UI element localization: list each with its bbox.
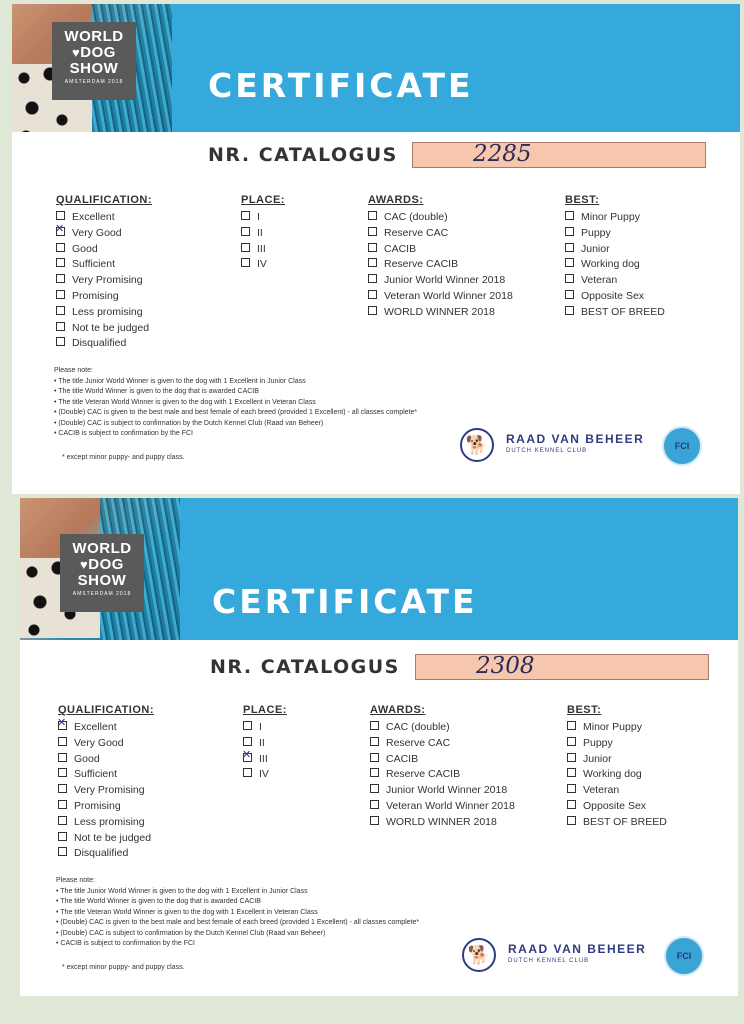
awards-heading: AWARDS: [368, 194, 424, 206]
notes [56, 876, 419, 950]
best-heading: BEST: [565, 194, 600, 206]
best-column [565, 194, 665, 321]
checkbox[interactable] [58, 737, 67, 746]
awards-option[interactable] [368, 242, 513, 258]
qualification-option[interactable] [58, 831, 154, 847]
qualification-option-label: Sufficient [72, 258, 115, 271]
header-photo [12, 4, 172, 132]
best-option-label: BEST OF BREED [581, 305, 665, 318]
checkbox[interactable] [368, 243, 377, 252]
awards-option[interactable] [368, 305, 513, 321]
checkbox[interactable] [370, 800, 379, 809]
place-option-label: III [257, 242, 266, 255]
note-line: • The title Junior World Winner is given to the dog with 1 Excellent in Junior Class [54, 377, 306, 385]
checkbox[interactable] [567, 753, 576, 762]
awards-option[interactable] [368, 273, 513, 289]
note-line: • The title World Winner is given to the dog that is awarded CACIB [54, 388, 259, 395]
certificate-2: WORLD ♥DOG SHOW AMSTERDAM 2018 CERTIFICATE NR. CATALOGUS 2308 QUALIFICATION: ✕Excellent Very Good Good Sufficient Very Promising Promising Less promising Not te be judged Disqualified PLACE: I II ✕III IV AWARDS: CAC (double) Reserve CAC CACIB Reserve CACIB Junior World Winner 2018 Veteran World Winner 2018 WORLD WINNER 2018 BEST: Minor Puppy Puppy Junior Working dog Veteran Opposite Sex BEST OF BREED Please note: • The title Junior World Winner is given to the dog with 1 Excellent in Junior Class • The title World Winner is given to the dog that is awarded CACIB • The title Veteran World Winner is given to the dog with 1 Excellent in Veteran Class • (Double) CAC is given to the best male and best female of each breed (provided 1 Excellent) - all classes complete* • (Double) CAC is subject to confirmation by the Dutch Kennel Club (Raad van Beheer) • CACIB is subject to confirmation by the FCI * except minor puppy- and puppy class. 🐕 RAAD VAN BEHEER DUTCH KENNEL CLUB FCI [20, 498, 738, 996]
awards-option[interactable] [370, 720, 515, 736]
note-line: • The title World Winner is given to the dog that is awarded CACIB [56, 898, 261, 905]
best-option[interactable] [565, 273, 665, 289]
best-option[interactable] [567, 815, 667, 831]
certificate-title: CERTIFICATE [212, 582, 478, 621]
checkbox[interactable] [243, 768, 252, 777]
checkbox[interactable] [56, 290, 65, 299]
checkbox[interactable] [567, 800, 576, 809]
dog-icon: 🐕 [460, 428, 494, 462]
awards-option-label: Reserve CACIB [386, 768, 461, 781]
fci-logo: FCI [664, 936, 704, 976]
qualification-option[interactable] [56, 336, 152, 352]
note-line: • CACIB is subject to confirmation by the FCI [54, 430, 194, 437]
best-option[interactable] [567, 720, 667, 736]
best-option-label: Veteran [583, 784, 620, 797]
place-heading: PLACE: [243, 704, 287, 716]
note-line: • The title Veteran World Winner is given to the dog with 1 Excellent in Veteran Class [56, 908, 318, 916]
qualification-option-label: Excellent [72, 211, 115, 223]
qualification-option-label: Very Promising [72, 274, 143, 287]
checkbox[interactable] [368, 274, 377, 283]
certificate-title: CERTIFICATE [208, 66, 474, 105]
best-option[interactable] [565, 242, 665, 258]
checkbox[interactable] [565, 258, 574, 267]
place-option[interactable] [243, 720, 287, 736]
catalogue-number-field[interactable] [412, 142, 706, 168]
footnote: * except minor puppy- and puppy class. [62, 454, 185, 461]
checkbox[interactable] [370, 721, 379, 730]
qualification-option[interactable] [56, 289, 152, 305]
awards-option[interactable] [370, 799, 515, 815]
notes-heading: Please note: [54, 367, 93, 374]
checkbox[interactable] [368, 211, 377, 220]
catalogue-label: NR. CATALOGUS [210, 656, 400, 678]
checkbox[interactable] [241, 211, 250, 220]
best-option-label: Puppy [583, 736, 613, 749]
qualification-option[interactable] [58, 846, 154, 862]
checkbox[interactable] [243, 721, 252, 730]
place-option-label: I [257, 211, 260, 223]
fci-logo: FCI [662, 426, 702, 466]
checkbox[interactable] [241, 243, 250, 252]
checkbox[interactable] [56, 337, 65, 346]
notes-heading: Please note: [56, 877, 95, 884]
checkbox[interactable] [56, 211, 65, 220]
awards-option[interactable] [368, 226, 513, 242]
checkbox[interactable] [565, 211, 574, 220]
qualification-option[interactable] [56, 305, 152, 321]
catalogue-number: 2308 [476, 653, 535, 679]
qualification-option[interactable] [58, 720, 154, 736]
awards-option-label: Veteran World Winner 2018 [386, 799, 515, 812]
best-option[interactable] [565, 226, 665, 242]
checkbox[interactable] [58, 816, 67, 825]
checkbox[interactable] [243, 753, 252, 762]
qualification-option[interactable] [58, 799, 154, 815]
awards-option[interactable] [370, 752, 515, 768]
qualification-option-label: Less promising [72, 305, 143, 318]
checkbox[interactable] [368, 290, 377, 299]
note-line: • (Double) CAC is given to the best male and best female of each breed (provided 1 Excellent) - all classes complete* [54, 409, 418, 416]
awards-option[interactable] [368, 210, 513, 226]
checkbox[interactable] [565, 306, 574, 315]
qualification-option[interactable] [56, 210, 152, 226]
qualification-heading: QUALIFICATION: [56, 194, 153, 206]
best-column [567, 704, 667, 831]
qualification-option[interactable] [56, 242, 152, 258]
best-option[interactable] [567, 767, 667, 783]
certificate-1: WORLD ♥DOG SHOW AMSTERDAM 2018 CERTIFICATE NR. CATALOGUS 2285 QUALIFICATION: Excellent ✕Very Good Good Sufficient Very Promising Promising Less promising Not te be judged Disqualified PLACE: I II III IV AWARDS: CAC (double) Reserve CAC CACIB Reserve CACIB Junior World Winner 2018 Veteran World Winner 2018 WORLD WINNER 2018 BEST: Minor Puppy Puppy Junior Working dog Veteran Opposite Sex BEST OF BREED Please note: • The title Junior World Winner is given to the dog with 1 Excellent in Junior Class • The title World Winner is given to the dog that is awarded CACIB • The title Veteran World Winner is given to the dog with 1 Excellent in Veteran Class • (Double) CAC is given to the best male and best female of each breed (provided 1 Excellent) - all classes complete* • (Double) CAC is subject to confirmation by the Dutch Kennel Club (Raad van Beheer) • CACIB is subject to confirmation by the FCI * except minor puppy- and puppy class. 🐕 RAAD VAN BEHEER DUTCH KENNEL CLUB FCI [12, 4, 740, 494]
best-option[interactable] [567, 799, 667, 815]
header-banner [20, 498, 738, 640]
qualification-column [56, 194, 152, 352]
checkbox[interactable] [565, 290, 574, 299]
awards-option-label: Junior World Winner 2018 [384, 274, 506, 287]
catalogue-label: NR. CATALOGUS [208, 144, 398, 166]
catalogue-number: 2285 [473, 141, 532, 167]
best-option-label: Minor Puppy [583, 721, 642, 733]
awards-column [370, 704, 515, 831]
place-option-label: IV [259, 768, 269, 781]
checkbox[interactable] [58, 721, 67, 730]
checkbox[interactable] [368, 306, 377, 315]
best-option-label: Working dog [583, 768, 642, 781]
note-line: • (Double) CAC is subject to confirmation by the Dutch Kennel Club (Raad van Beheer) [54, 419, 324, 427]
world-dog-show-logo: WORLD ♥DOG SHOW AMSTERDAM 2018 [52, 22, 136, 100]
qualification-option-label: Less promising [74, 815, 145, 828]
checkbox[interactable] [58, 768, 67, 777]
best-option-label: Minor Puppy [581, 211, 640, 223]
checkbox[interactable] [56, 306, 65, 315]
checkbox[interactable] [370, 816, 379, 825]
place-option-label: IV [257, 258, 267, 271]
checkbox[interactable] [567, 721, 576, 730]
checkbox[interactable] [241, 258, 250, 267]
best-option-label: BEST OF BREED [583, 815, 667, 828]
best-option[interactable] [565, 257, 665, 273]
place-option[interactable] [241, 242, 285, 258]
checkbox[interactable] [567, 768, 576, 777]
place-option[interactable] [241, 226, 285, 242]
checkbox[interactable] [370, 737, 379, 746]
awards-option[interactable] [370, 815, 515, 831]
world-dog-show-logo: WORLD ♥DOG SHOW AMSTERDAM 2018 [60, 534, 144, 612]
checkbox[interactable] [243, 737, 252, 746]
best-option[interactable] [565, 210, 665, 226]
note-line: • The title Veteran World Winner is given to the dog with 1 Excellent in Veteran Class [54, 398, 316, 406]
dog-icon: 🐕 [462, 938, 496, 972]
awards-heading: AWARDS: [370, 704, 426, 716]
qualification-option-label: Disqualified [72, 337, 127, 350]
note-line: • The title Junior World Winner is given to the dog with 1 Excellent in Junior Class [56, 887, 308, 895]
note-line: • CACIB is subject to confirmation by the FCI [56, 940, 196, 947]
checkbox[interactable] [56, 258, 65, 267]
checkbox[interactable] [565, 243, 574, 252]
checkbox[interactable] [58, 800, 67, 809]
best-option[interactable] [567, 752, 667, 768]
header-banner [12, 4, 740, 132]
checkbox[interactable] [370, 784, 379, 793]
checkbox[interactable] [370, 753, 379, 762]
header-photo [20, 498, 180, 640]
place-column [243, 704, 287, 783]
place-option[interactable] [241, 210, 285, 226]
awards-option-label: CAC (double) [386, 721, 450, 733]
qualification-option-label: Good [74, 752, 100, 765]
qualification-option-label: Very Promising [74, 784, 145, 797]
best-option-label: Veteran [581, 274, 618, 287]
best-option[interactable] [567, 736, 667, 752]
best-option-label: Junior [583, 752, 612, 765]
qualification-option[interactable] [58, 767, 154, 783]
notes [54, 366, 417, 440]
best-option[interactable] [567, 783, 667, 799]
qualification-option[interactable] [56, 273, 152, 289]
checkbox[interactable] [565, 227, 574, 236]
best-option-label: Junior [581, 242, 610, 255]
best-option-label: Opposite Sex [583, 799, 647, 812]
place-option-label: III [259, 752, 268, 765]
checkbox[interactable] [567, 816, 576, 825]
note-line: • (Double) CAC is subject to confirmation by the Dutch Kennel Club (Raad van Beheer) [56, 929, 326, 937]
checkbox[interactable] [567, 784, 576, 793]
awards-column [368, 194, 513, 321]
awards-option-label: WORLD WINNER 2018 [384, 305, 495, 318]
awards-option-label: CAC (double) [384, 211, 448, 223]
checkbox[interactable] [56, 274, 65, 283]
awards-option-label: Reserve CAC [384, 226, 449, 239]
checkbox[interactable] [58, 847, 67, 856]
checkbox[interactable] [241, 227, 250, 236]
qualification-option-label: Sufficient [74, 768, 117, 781]
place-option-label: I [259, 721, 262, 733]
qualification-option[interactable] [58, 815, 154, 831]
qualification-option-label: Very Good [72, 226, 122, 239]
place-option-label: II [257, 226, 263, 239]
qualification-option[interactable] [58, 752, 154, 768]
place-option[interactable] [241, 257, 285, 273]
qualification-option-label: Excellent [74, 721, 117, 733]
qualification-option-label: Promising [74, 799, 121, 812]
awards-option[interactable] [370, 767, 515, 783]
place-option[interactable] [243, 752, 287, 768]
awards-option[interactable] [370, 783, 515, 799]
checkbox[interactable] [567, 737, 576, 746]
best-option-label: Opposite Sex [581, 289, 645, 302]
awards-option-label: Veteran World Winner 2018 [384, 289, 513, 302]
catalogue-number-field[interactable] [415, 654, 709, 680]
awards-option-label: CACIB [386, 752, 419, 765]
awards-option[interactable] [368, 257, 513, 273]
heart-icon: ♥ [80, 557, 89, 572]
checkbox[interactable] [368, 258, 377, 267]
heart-icon: ♥ [72, 45, 81, 60]
qualification-option-label: Disqualified [74, 847, 129, 860]
qualification-option-label: Promising [72, 289, 119, 302]
awards-option-label: Reserve CAC [386, 736, 451, 749]
qualification-option[interactable] [58, 783, 154, 799]
qualification-option-label: Not te be judged [74, 831, 152, 844]
qualification-option-label: Good [72, 242, 98, 255]
qualification-column [58, 704, 154, 862]
checkbox[interactable] [56, 243, 65, 252]
place-column [241, 194, 285, 273]
best-heading: BEST: [567, 704, 602, 716]
place-heading: PLACE: [241, 194, 285, 206]
qualification-option-label: Very Good [74, 736, 124, 749]
place-option[interactable] [243, 767, 287, 783]
awards-option[interactable] [368, 289, 513, 305]
awards-option-label: Junior World Winner 2018 [386, 784, 508, 797]
checkbox[interactable] [58, 832, 67, 841]
qualification-heading: QUALIFICATION: [58, 704, 155, 716]
checkbox[interactable] [368, 227, 377, 236]
awards-option-label: Reserve CACIB [384, 258, 459, 271]
checkbox[interactable] [565, 274, 574, 283]
qualification-option[interactable] [56, 321, 152, 337]
qualification-option-label: Not te be judged [72, 321, 150, 334]
checkbox[interactable] [56, 227, 65, 236]
checkbox[interactable] [58, 753, 67, 762]
best-option-label: Working dog [581, 258, 640, 271]
qualification-option[interactable] [56, 226, 152, 242]
note-line: • (Double) CAC is given to the best male and best female of each breed (provided 1 Excellent) - all classes complete* [56, 919, 420, 926]
checkbox[interactable] [56, 322, 65, 331]
qualification-option[interactable] [58, 736, 154, 752]
awards-option-label: WORLD WINNER 2018 [386, 815, 497, 828]
awards-option[interactable] [370, 736, 515, 752]
best-option[interactable] [565, 289, 665, 305]
place-option-label: II [259, 736, 265, 749]
awards-option-label: CACIB [384, 242, 417, 255]
best-option-label: Puppy [581, 226, 611, 239]
qualification-option[interactable] [56, 257, 152, 273]
checkbox[interactable] [58, 784, 67, 793]
best-option[interactable] [565, 305, 665, 321]
footnote: * except minor puppy- and puppy class. [62, 964, 185, 971]
checkbox[interactable] [370, 768, 379, 777]
